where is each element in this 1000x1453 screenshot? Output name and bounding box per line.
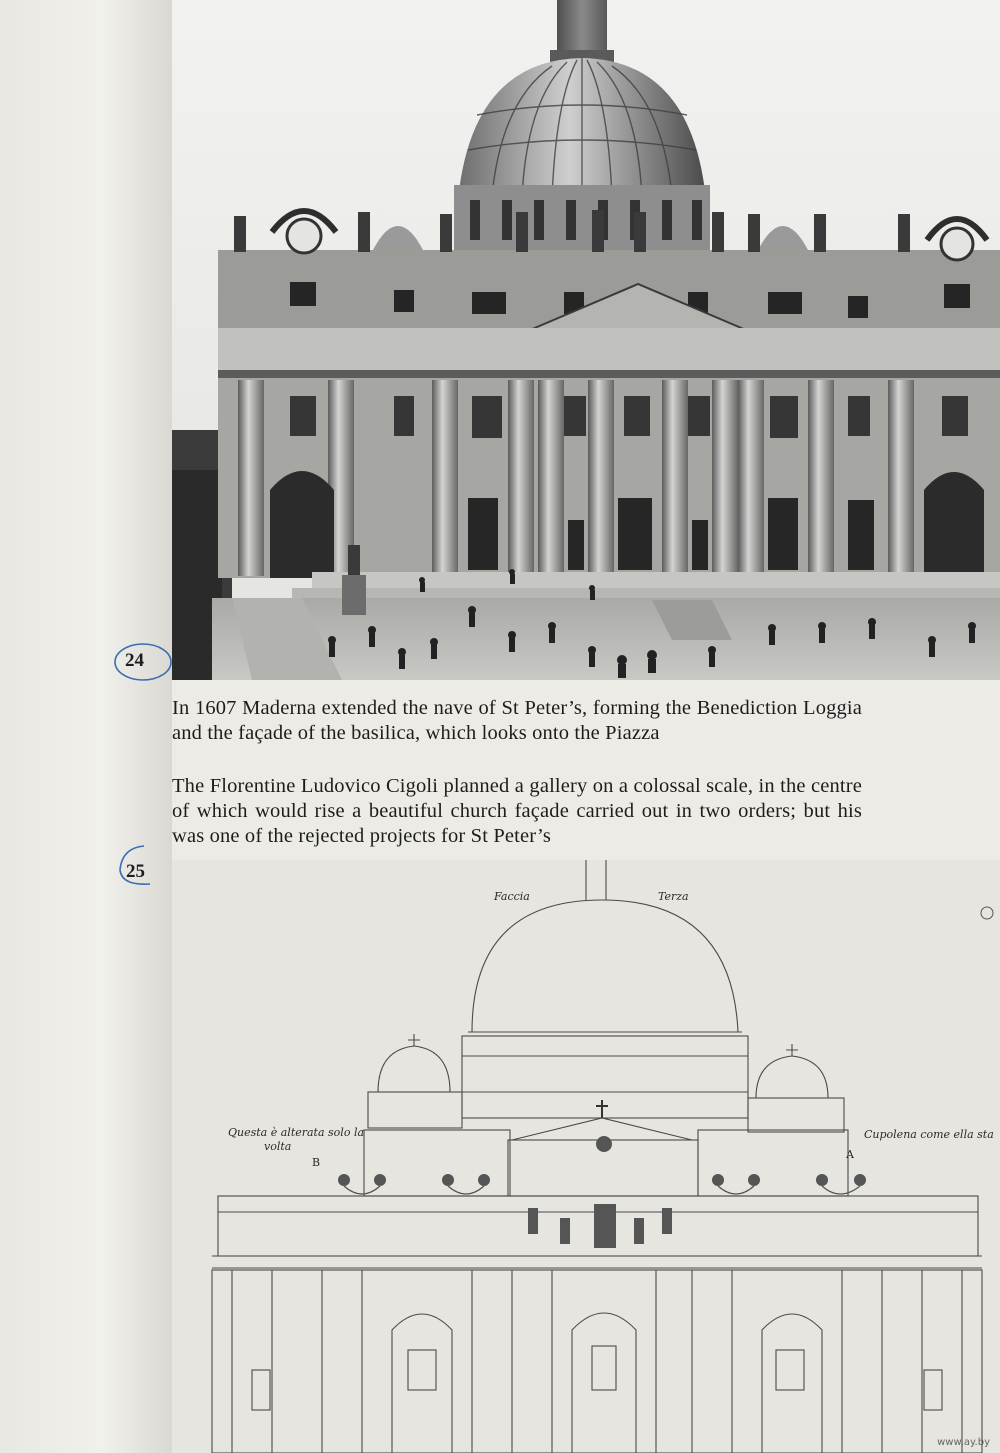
caption-24-text: In 1607 Maderna extended the nave of St Peter’s, forming the Benediction Loggia and the façade of the basilica, which looks onto the Piazza <box>172 697 862 744</box>
inscription-terza: Terza <box>658 890 689 903</box>
inscription-left-note-line1: Questa è alterata solo la <box>228 1126 365 1139</box>
inscription-faccia: Faccia <box>494 890 530 903</box>
caption-plate-24 <box>172 696 862 746</box>
stamp-mark <box>978 904 996 922</box>
inscription-letter-a: A <box>846 1148 854 1161</box>
inscription-left-note-line2: volta <box>264 1140 292 1153</box>
drawing-cigoli-project <box>172 860 1000 1453</box>
photo-illustration <box>172 0 1000 680</box>
inscription-right-note: Cupolena come ella sta <box>864 1128 994 1141</box>
plate-number-24: 24 <box>125 650 144 671</box>
watermark: www.ay.by <box>937 1437 990 1448</box>
page-gutter <box>0 0 172 1453</box>
photo-st-peters-facade <box>172 0 1000 680</box>
inscription-letter-b: B <box>312 1156 321 1169</box>
caption-plate-25 <box>172 774 862 849</box>
plate-number-25: 25 <box>126 861 145 882</box>
drawing-illustration <box>172 860 1000 1453</box>
caption-25-text: The Florentine Ludovico Cigoli planned a gallery on a colossal scale, in the centre of which would rise a beautiful church façade carried out in two orders; but his was one of the rejected projects for St Peter’s <box>172 775 862 847</box>
